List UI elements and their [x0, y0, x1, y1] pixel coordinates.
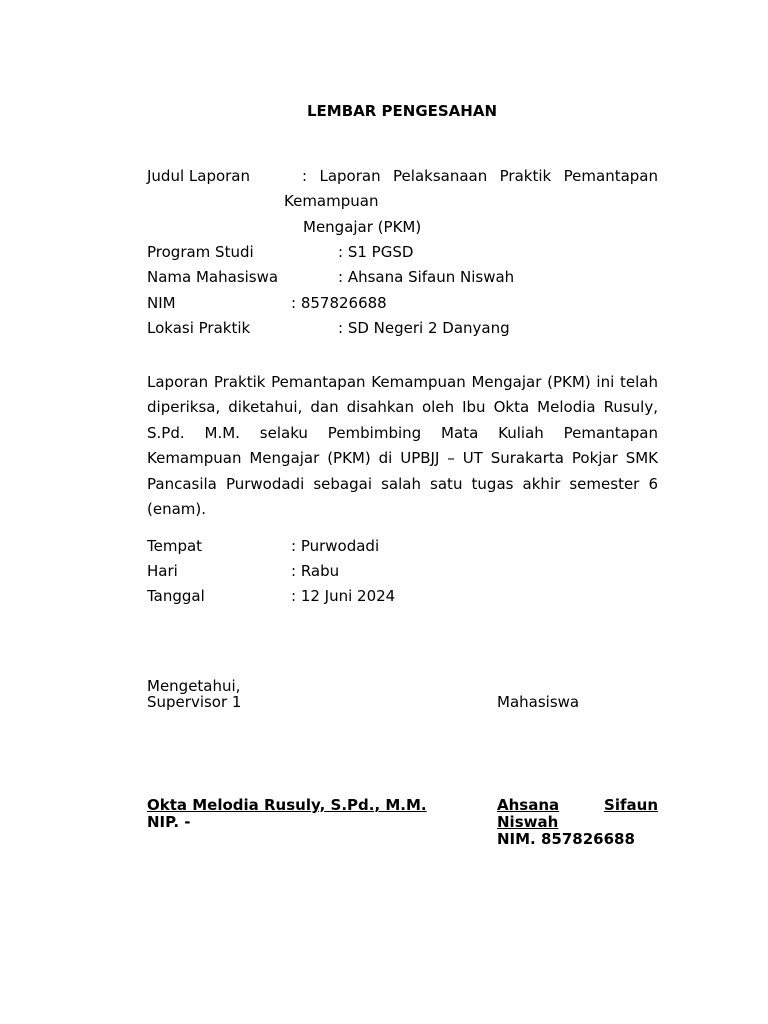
lokasi-label: Lokasi Praktik [147, 319, 251, 337]
student-name-line2: Niswah [497, 813, 559, 831]
prodi-value: : S1 PGSD [338, 243, 414, 261]
student-name-line1 [497, 796, 658, 814]
judul-value-line1: : Laporan Pelaksanaan Praktik Pemantapan [302, 167, 658, 185]
nim-value: : 857826688 [291, 294, 387, 312]
mahasiswa-label: Mahasiswa [497, 693, 580, 711]
judul-value-line2: Kemampuan [284, 192, 379, 210]
tempat-label: Tempat [147, 537, 203, 555]
nim-label: NIM [147, 294, 176, 312]
student-nim: NIM. 857826688 [497, 830, 635, 848]
student-name-first: Ahsana [497, 796, 560, 814]
nama-value: : Ahsana Sifaun Niswah [338, 268, 515, 286]
page-title: LEMBAR PENGESAHAN [306, 102, 498, 120]
mengetahui-label: Mengetahui, [147, 677, 241, 695]
supervisor-name: Okta Melodia Rusuly, S.Pd., M.M. [147, 796, 427, 814]
supervisor-nip: NIP. - [147, 813, 191, 831]
tanggal-label: Tanggal [147, 587, 205, 605]
approval-paragraph: Laporan Praktik Pemantapan Kemampuan Mengajar (PKM) ini telah diperiksa, diketahui, dan disahkan oleh Ibu Okta Melodia Rusuly, S.Pd. M.M. selaku Pembimbing Mata Kuliah Pemantapan Kemampuan Mengajar (PKM) di UPBJJ – UT Surakarta Pokjar SMK Pancasila Purwodadi sebagai salah satu tugas akhir semester 6 (enam). [147, 373, 658, 519]
prodi-label: Program Studi [147, 243, 254, 261]
hari-value: : Rabu [291, 562, 340, 580]
supervisor-label: Supervisor 1 [147, 693, 242, 711]
student-name-middle: Sifaun [604, 796, 658, 814]
nama-label: Nama Mahasiswa [147, 268, 279, 286]
tanggal-value: : 12 Juni 2024 [291, 587, 396, 605]
lokasi-value: : SD Negeri 2 Danyang [338, 319, 510, 337]
judul-value-line3: Mengajar (PKM) [303, 218, 422, 236]
tempat-value: : Purwodadi [291, 537, 380, 555]
judul-label: Judul Laporan [147, 167, 251, 185]
hari-label: Hari [147, 562, 178, 580]
